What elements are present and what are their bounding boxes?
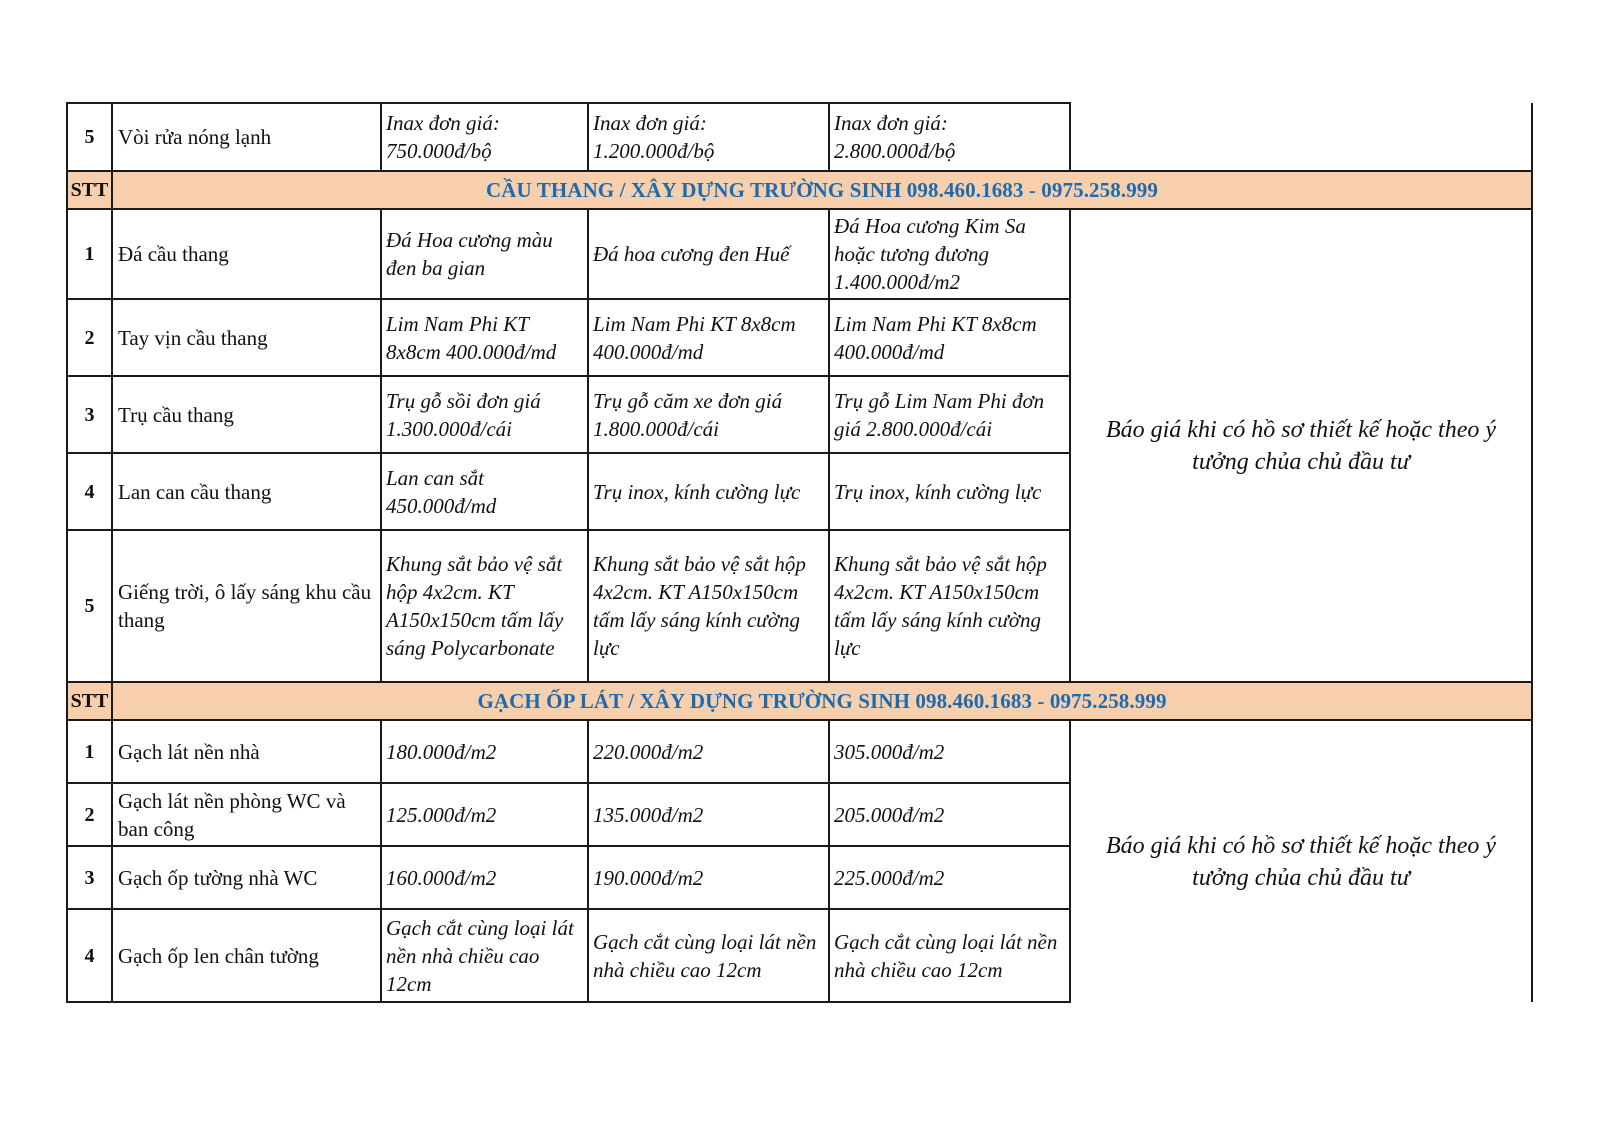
section-header-tiles (67, 682, 1532, 720)
option-cell: Lan can sắt 450.000đ/md (381, 453, 588, 530)
note-cell (1070, 103, 1532, 171)
option-cell: Gạch cắt cùng loại lát nền nhà chiều cao 12cm (381, 909, 588, 1002)
option-cell: Khung sắt bảo vệ sắt hộp 4x2cm. KT A150x150cm tấm lấy sáng kính cường lực (588, 530, 829, 682)
row-number: 2 (67, 783, 112, 846)
option-cell: 225.000đ/m2 (829, 846, 1070, 909)
section-stt-label: STT (67, 682, 112, 720)
option-line: Inax đơn giá: (834, 111, 948, 135)
option-cell (829, 103, 1070, 171)
option-cell: Gạch cắt cùng loại lát nền nhà chiều cao 12cm (829, 909, 1070, 1002)
item-name: Gạch lát nền nhà (112, 720, 381, 783)
option-cell: Đá Hoa cương màu đen ba gian (381, 209, 588, 299)
option-cell: Đá hoa cương đen Huế (588, 209, 829, 299)
option-cell (381, 103, 588, 171)
table-row (67, 209, 1532, 299)
price-table (66, 102, 1533, 1003)
quote-note: Báo giá khi có hồ sơ thiết kế hoặc theo ý tưởng chủa chủ đầu tư (1070, 209, 1532, 682)
row-number: 2 (67, 299, 112, 376)
item-name: Gạch ốp len chân tường (112, 909, 381, 1002)
item-name: Trụ cầu thang (112, 376, 381, 453)
option-cell: Trụ gỗ Lim Nam Phi đơn giá 2.800.000đ/cái (829, 376, 1070, 453)
option-cell: Gạch cắt cùng loại lát nền nhà chiều cao 12cm (588, 909, 829, 1002)
option-cell: 180.000đ/m2 (381, 720, 588, 783)
row-number: 5 (67, 103, 112, 171)
option-cell: Khung sắt bảo vệ sắt hộp 4x2cm. KT A150x150cm tấm lấy sáng Polycarbonate (381, 530, 588, 682)
row-number: 1 (67, 209, 112, 299)
option-cell: Trụ gỗ căm xe đơn giá 1.800.000đ/cái (588, 376, 829, 453)
row-number: 4 (67, 453, 112, 530)
row-number: 3 (67, 846, 112, 909)
section-stt-label: STT (67, 171, 112, 209)
option-cell: Trụ inox, kính cường lực (588, 453, 829, 530)
table-row (67, 720, 1532, 783)
option-cell: Lim Nam Phi KT 8x8cm 400.000đ/md (381, 299, 588, 376)
option-line: Inax đơn giá: (386, 111, 500, 135)
option-cell: 125.000đ/m2 (381, 783, 588, 846)
row-number: 5 (67, 530, 112, 682)
item-name: Giếng trời, ô lấy sáng khu cầu thang (112, 530, 381, 682)
item-name: Gạch lát nền phòng WC và ban công (112, 783, 381, 846)
option-line: Inax đơn giá: (593, 111, 707, 135)
quote-note: Báo giá khi có hồ sơ thiết kế hoặc theo ý tưởng chủa chủ đầu tư (1070, 720, 1532, 1002)
option-cell: Khung sắt bảo vệ sắt hộp 4x2cm. KT A150x150cm tấm lấy sáng kính cường lực (829, 530, 1070, 682)
section-title: CẦU THANG / XÂY DỰNG TRƯỜNG SINH 098.460.1683 - 0975.258.999 (112, 171, 1532, 209)
item-name: Lan can cầu thang (112, 453, 381, 530)
item-name: Tay vịn cầu thang (112, 299, 381, 376)
table-row (67, 103, 1532, 171)
option-cell: 305.000đ/m2 (829, 720, 1070, 783)
section-header-stairs (67, 171, 1532, 209)
option-cell: Đá Hoa cương Kim Sa hoặc tương đương 1.400.000đ/m2 (829, 209, 1070, 299)
option-cell: Lim Nam Phi KT 8x8cm 400.000đ/md (829, 299, 1070, 376)
option-cell: 205.000đ/m2 (829, 783, 1070, 846)
item-name: Gạch ốp tường nhà WC (112, 846, 381, 909)
item-name: Đá cầu thang (112, 209, 381, 299)
option-line: 750.000đ/bộ (386, 139, 492, 163)
row-number: 3 (67, 376, 112, 453)
row-number: 4 (67, 909, 112, 1002)
option-cell: 220.000đ/m2 (588, 720, 829, 783)
option-line: 1.200.000đ/bộ (593, 139, 715, 163)
option-cell: Lim Nam Phi KT 8x8cm 400.000đ/md (588, 299, 829, 376)
option-cell: 190.000đ/m2 (588, 846, 829, 909)
option-cell: 160.000đ/m2 (381, 846, 588, 909)
option-cell: 135.000đ/m2 (588, 783, 829, 846)
option-cell: Trụ inox, kính cường lực (829, 453, 1070, 530)
item-name: Vòi rửa nóng lạnh (112, 103, 381, 171)
row-number: 1 (67, 720, 112, 783)
option-cell: Trụ gỗ sồi đơn giá 1.300.000đ/cái (381, 376, 588, 453)
option-line: 2.800.000đ/bộ (834, 139, 956, 163)
section-title: GẠCH ỐP LÁT / XÂY DỰNG TRƯỜNG SINH 098.460.1683 - 0975.258.999 (112, 682, 1532, 720)
option-cell (588, 103, 829, 171)
